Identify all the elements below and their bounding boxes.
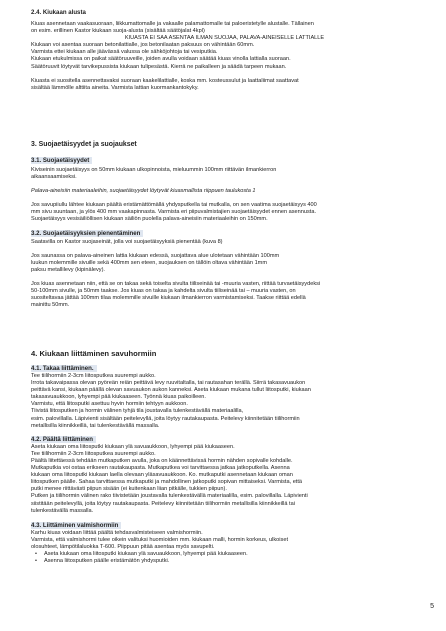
- page-number: 5: [430, 603, 434, 610]
- text-line: aikaansaamiseksi.: [31, 174, 77, 181]
- text-line: Kiukaan voi asentaa suoraan betonilattialle, jos betonilaatan paksuus on vähintään 60mm.: [31, 42, 255, 49]
- text-line: putki menee riittävästi piipun sisään (ei kuitenkaan liian pitkälle, tukkien piipun).: [31, 486, 227, 493]
- warning-line: KIUASTA EI SAA ASENTAA ILMAN SUOJAA, PALAVA-AINEISELLE LATTIALLE: [124, 35, 325, 42]
- text-line: luukun molemmille sivuille sekä 400mm sen eteen, suojauksen on tällöin oltava vähintään 1mm: [31, 259, 267, 266]
- text-line: paksu metallilevy (kipinälevy).: [31, 266, 105, 273]
- text-line: Kiukaan etukulmissa on paikat säätöruuveille, joiden avulla voidaan säätää kiuas vinolla lattialla suoraan.: [31, 56, 291, 63]
- section-heading: 2.4. Kiukaan alusta: [31, 9, 86, 16]
- text-line: Aseta kiukaan oma liitosputki kiukaan ylä savuaukkoon, lyhyempi pää kiukaaseen.: [31, 443, 235, 450]
- text-line: Tee tiilihormiin 2-3cm liitosputkea suurempi aukko.: [31, 373, 156, 379]
- text-line: Tee tiilihormiin 2-3cm liitosputkea suurempi aukko.: [31, 450, 156, 457]
- subsection-heading: 3.2. Suojaetäisyyksien pienentäminen: [31, 230, 143, 237]
- text-line: metallisilla kiinnikkeillä, tai tulenkestävällä massalla.: [31, 422, 160, 429]
- list-item: • Asenna liitosputken päälle eristämätön yhdysputki.: [35, 558, 170, 565]
- text-line: kiukaan oma liitosputki kiukaan laella olevaan yläsavuaukkoon. Ko. mutkaputki asennetaan kiukaan oman: [31, 472, 293, 479]
- text-line: Putken ja tiilihormin välinen rako tiivistetään joustavalla tulenkestävällä materiaalilla, esim. palovillalla. Läpivienti: [31, 493, 308, 500]
- text-line: takasavuaukkoon, lyhyempi pää kiukaaseen. Työnnä kiuas paikoilleen.: [31, 394, 206, 401]
- subsection-heading: 4.2. Päältä liittäminen: [31, 436, 96, 443]
- subsection-heading: 4.3. Liittäminen valmishormiin: [31, 522, 121, 529]
- text-line: esim. palovillalla. Läpivienti sisältään peitelevyllä, joita löytyy rautakaupasta. Peitelevy kiinnitetään tiilihormiin: [31, 415, 300, 422]
- text-line: peittävä kansi, kiukaan päällä olevan savuaukon aukon kanneksi. Aseta kiukaan mukana tullut liitosputki, kiukaan: [31, 387, 311, 394]
- table-reference: Palava-aineisiin materiaaleihin, suojaetäisyydet löytyvät kiuasmallista riippuen taulukosta 1: [31, 188, 256, 195]
- text-line: Säätöruuvit löytyvät tarvikepussista kiukaan tulipesästä. Kierrä ne paikalleen ja säädä tarpeen mukaan.: [31, 63, 287, 70]
- instruction-list: [31, 551, 418, 565]
- bullet-icon: •: [35, 558, 37, 565]
- text-line: Jos saunassa on palava-aineinen lattia kiukaan edessä, suojattava alue ulotetaan vähintään 100mm: [31, 252, 280, 259]
- list-item: • Aseta kiukaan oma liitosputki kiukaan ylä savuaukkoon, lyhyempi pää kiukaaseen.: [35, 550, 248, 557]
- section-heading: 3. Suojaetäisyydet ja suojaukset: [31, 141, 137, 148]
- section-suojaetaisyydet: [31, 141, 418, 309]
- text-line: Tiivistä liitosputken ja hormin välinen tyhjä tila joustavalla tulenkestävällä materiaalilla,: [31, 408, 244, 415]
- text-line: 50-100mm sivulle, ja 50mm taakse. Jos kiuas on takaa ja kahdelta sivulta tiiliseinää tai – muuria vasten, on: [31, 288, 296, 295]
- text-line: tulenkestävällä massalla.: [31, 507, 94, 514]
- text-line: Varmistu, että liitosputki asettuu hyvin hormiin tehtyyn aukkoon.: [31, 401, 188, 408]
- text-line: mainittu 50mm.: [31, 302, 70, 309]
- text-line: suositeltavaa jättää 100mm tilaa molemmille sivuille kiukaan ilmankierron varmistamiseksi. Taakse riittää edellä: [31, 295, 306, 302]
- section-heading: 4. Kiukaan liittäminen savuhormiin: [31, 349, 157, 358]
- text-line: Karhu kiuas voidaan liittää päältä tehdasvalmisteiseen valmishormiin.: [31, 529, 203, 536]
- text-line: olosuhteet, lämpötilaluokka T-600. Piippuun pitää asentaa myös savupelti.: [31, 543, 215, 550]
- text-line: Päältä liitettäessä tehdään mutkaputken avulla, joka on käännettävissä hormin nähden sopivalle kohdalle.: [31, 457, 293, 464]
- bullet-icon: •: [35, 550, 37, 557]
- text-line: Varmista ettei kiukaan alle jäävässä valussa ole sähköjohtoja tai vesiputkia.: [31, 49, 218, 56]
- subsection-heading: 3.1. Suojaetäisyydet: [31, 157, 92, 164]
- text-line: Kiuas asennetaan vaakasuoraan, liikkumattomalle ja vakaalle palamattomalle tai paloeristetylle alustalle. Tällainen: [31, 21, 314, 27]
- text-line: Kiviseinin suojaetäisyys on 50mm kiukaan ulkopinnoista, mieluummin 100mm riittävän ilmankierron: [31, 167, 277, 173]
- text-line: Mutkaputkia voi ostaa erikseen rautakaupasta. Mutkaputkea voi tarvittaessa jatkaa jatkoputkella. Asenna: [31, 465, 290, 472]
- text-line: liitosputken päälle. Sahaa tarvittaessa mutkaputki ja mahdollinen jatkoputki sopivan mittaiseksi. Varmista, että: [31, 479, 303, 486]
- section-liittaminen: [31, 349, 418, 565]
- text-line: Kiuasta ei suositella asennettavaksi suoraan kaakelilattialle, koska mm. kosteussulut ja laattaliimat saattavat: [31, 77, 299, 84]
- section-kiukaan-alusta: [31, 9, 418, 92]
- text-line: on esim. erillinen Kastor kiukaan suoja-alusta (sisältää säätöjalat 4kpl): [31, 28, 205, 35]
- text-line: mm sivu suuntaan, ja ylös 400 mm vaakapinnasta. Varmista eri piipuvalmistajien suojaetäisyydet ennen asennusta.: [31, 209, 317, 216]
- subsection-heading: 4.1. Takaa liittäminen.: [31, 365, 97, 372]
- text-line: sisältää lämmölle alttiita aineita. Varmista lattian kuormankantokyky.: [31, 84, 199, 91]
- text-line: Saatavilla on Kastor suojaseinät, jolla voi suojaetäisyyksiä pienentää (kuva 8): [31, 238, 223, 245]
- text-line: Irrota takavaipassa olevan pyöreän reiän peittävä levy ruuvitaltalla, tai rautasahan terällä. Siirrä takasavuaukon: [31, 380, 306, 387]
- text-line: Varmista, että valmishormi tulee oikein valituksi huomioiden mm. kiukaan malli, hormin korkeus, ulkoiset: [31, 536, 288, 543]
- text-line: Jos savupiiullu lähtee kiukaan päältä eristämättömällä yhdysputkella tai mutkalla, on sen vaatima suojaetäisyys 400: [31, 202, 317, 209]
- text-line: siistitään peitelevyllä, joita löytyy rautakaupasta. Peitelevy kiinnitetään tiilihormiin metallisilla kiinnikkeillä tai: [31, 500, 295, 507]
- text-line: Jos kiuas asennetaan niin, että se on takaa sekä toiselta sivulta tiiliseinää tai -muuria vasten, riittää turvaetäisyydeksi: [31, 280, 321, 287]
- text-line: Suojaetäisyys vesisäiliöllisen kiukaan säiliön puolella palava-aineisiin materiaaleihin on 150mm.: [31, 216, 268, 223]
